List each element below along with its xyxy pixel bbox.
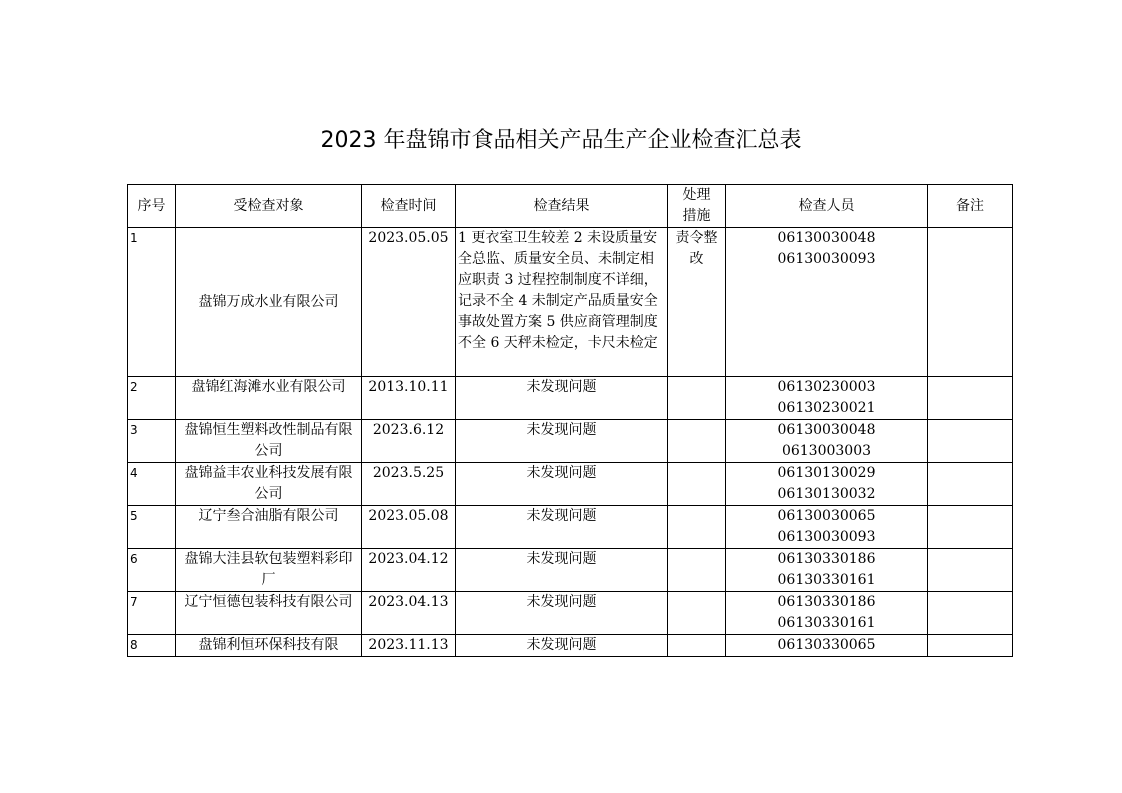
row-note	[928, 420, 1013, 463]
row-staff	[726, 592, 928, 635]
staff-id: 06130330161	[777, 615, 876, 631]
row-date: 2023.11.13	[362, 635, 456, 657]
row-result: 未发现问题	[456, 377, 668, 420]
staff-id: 06130330186	[777, 594, 876, 610]
row-no: 2	[128, 377, 176, 420]
table-row	[128, 377, 1013, 420]
table-row	[128, 420, 1013, 463]
row-result: 未发现问题	[456, 549, 668, 592]
row-date: 2023.05.08	[362, 506, 456, 549]
row-no: 5	[128, 506, 176, 549]
row-action	[668, 506, 726, 549]
row-date: 2023.05.05	[362, 228, 456, 377]
row-note	[928, 635, 1013, 657]
header-note: 备注	[928, 185, 1013, 228]
row-target: 盘锦大洼县软包装塑料彩印厂	[176, 549, 362, 592]
row-staff	[726, 377, 928, 420]
row-target: 辽宁恒德包装科技有限公司	[176, 592, 362, 635]
header-action	[668, 185, 726, 228]
staff-id: 06130030048	[777, 230, 876, 246]
row-target: 盘锦万成水业有限公司	[176, 228, 362, 377]
row-no: 8	[128, 635, 176, 657]
row-action	[668, 549, 726, 592]
row-result: 未发现问题	[456, 635, 668, 657]
row-no: 4	[128, 463, 176, 506]
row-note	[928, 506, 1013, 549]
staff-id: 06130230003	[777, 379, 876, 395]
staff-id: 06130030093	[777, 251, 876, 267]
staff-id: 06130230021	[777, 400, 876, 416]
header-target: 受检查对象	[176, 185, 362, 228]
header-action-line2: 措施	[682, 208, 711, 224]
row-staff	[726, 549, 928, 592]
staff-id: 06130330065	[777, 637, 876, 653]
row-no: 6	[128, 549, 176, 592]
row-action	[668, 420, 726, 463]
row-staff	[726, 228, 928, 377]
row-target: 盘锦益丰农业科技发展有限公司	[176, 463, 362, 506]
row-date: 2013.10.11	[362, 377, 456, 420]
table-row	[128, 228, 1013, 377]
row-target: 辽宁叁合油脂有限公司	[176, 506, 362, 549]
row-no: 3	[128, 420, 176, 463]
row-date: 2023.5.25	[362, 463, 456, 506]
staff-id: 06130330186	[777, 551, 876, 567]
row-target: 盘锦红海滩水业有限公司	[176, 377, 362, 420]
row-date: 2023.6.12	[362, 420, 456, 463]
row-date: 2023.04.12	[362, 549, 456, 592]
row-action	[668, 463, 726, 506]
table-header-row	[128, 185, 1013, 228]
staff-id: 06130030065	[777, 508, 876, 524]
row-target: 盘锦恒生塑料改性制品有限公司	[176, 420, 362, 463]
row-note	[928, 463, 1013, 506]
staff-id: 06130130029	[777, 465, 876, 481]
header-staff: 检查人员	[726, 185, 928, 228]
row-staff	[726, 420, 928, 463]
header-date: 检查时间	[362, 185, 456, 228]
table-row	[128, 463, 1013, 506]
row-staff	[726, 506, 928, 549]
header-action-line1: 处理	[682, 187, 711, 203]
staff-id: 06130030048	[777, 422, 876, 438]
row-result: 未发现问题	[456, 420, 668, 463]
table-row	[128, 592, 1013, 635]
staff-id: 06130130032	[777, 486, 876, 502]
table-row	[128, 635, 1013, 657]
header-result: 检查结果	[456, 185, 668, 228]
table-row	[128, 549, 1013, 592]
row-note	[928, 549, 1013, 592]
row-no: 7	[128, 592, 176, 635]
row-note	[928, 228, 1013, 377]
row-note	[928, 592, 1013, 635]
staff-id: 06130030093	[777, 529, 876, 545]
header-no: 序号	[128, 185, 176, 228]
row-staff	[726, 463, 928, 506]
row-action	[668, 635, 726, 657]
row-note	[928, 377, 1013, 420]
page-title: 2023 年盘锦市食品相关产品生产企业检查汇总表	[320, 128, 802, 153]
row-date: 2023.04.13	[362, 592, 456, 635]
row-result: 未发现问题	[456, 506, 668, 549]
row-action: 责令整改	[668, 228, 726, 377]
row-result: 1 更衣室卫生较差 2 未设质量安全总监、质量安全员、未制定相应职责 3 过程控制制度不详细，记录不全 4 未制定产品质量安全事故处置方案 5 供应商管理制度不全 6 天秤未检定，卡尺未检定	[456, 228, 668, 377]
row-target: 盘锦利恒环保科技有限	[176, 635, 362, 657]
row-action	[668, 592, 726, 635]
row-action	[668, 377, 726, 420]
row-result: 未发现问题	[456, 463, 668, 506]
row-no: 1	[128, 228, 176, 377]
staff-id: 0613003003	[781, 443, 872, 459]
table-row	[128, 506, 1013, 549]
row-staff	[726, 635, 928, 657]
row-result: 未发现问题	[456, 592, 668, 635]
inspection-table	[127, 184, 1013, 657]
staff-id: 06130330161	[777, 572, 876, 588]
